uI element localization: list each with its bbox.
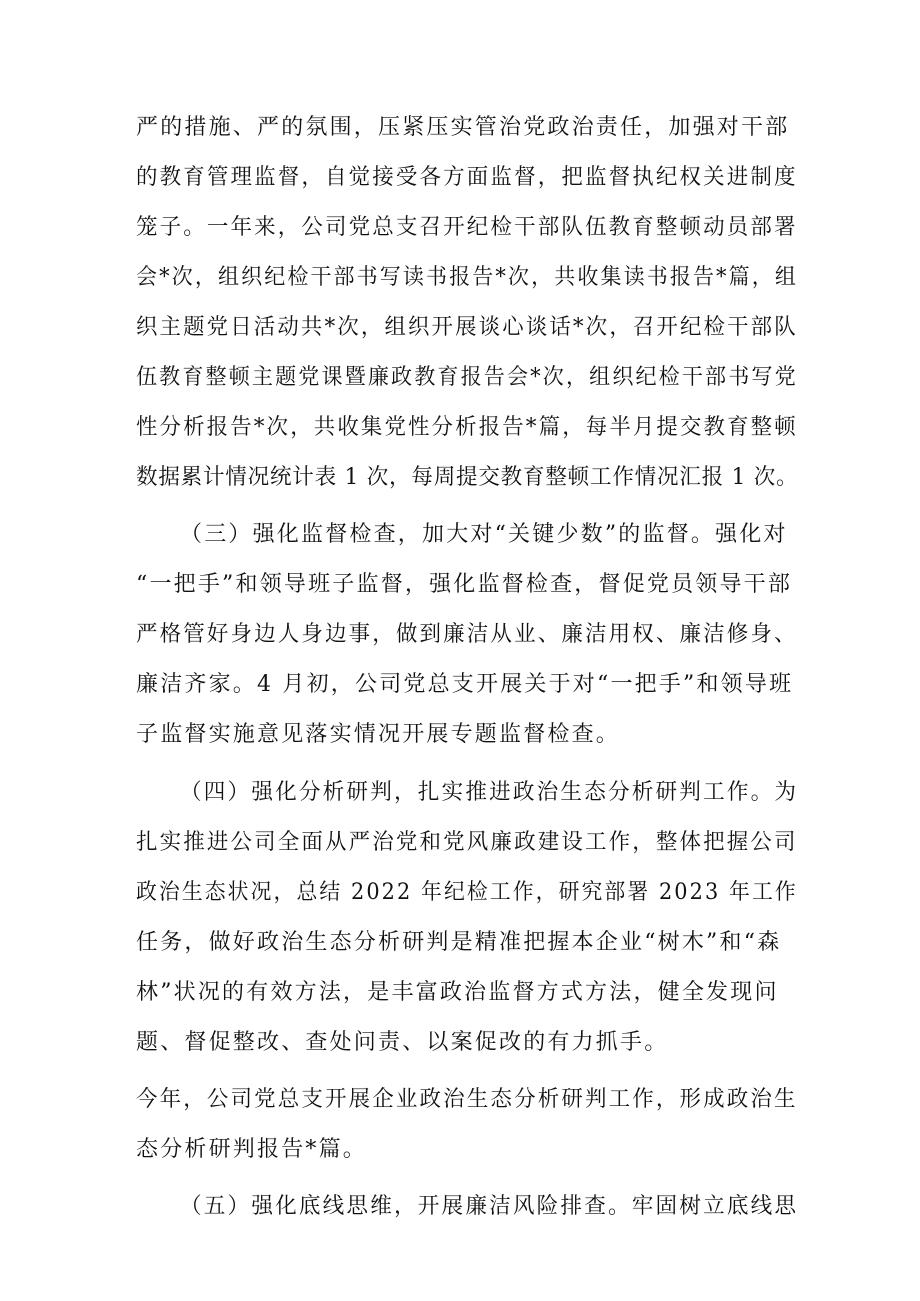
text-line: 数据累计情况统计表 1 次，每周提交教育整顿工作情况汇报 1 次。: [136, 465, 799, 490]
text-line: 伍教育整顿主题党课暨廉政教育报告会*次，组织纪检干部书写党: [136, 365, 798, 390]
text-line: （五）强化底线思维，开展廉洁风险排查。牢固树立底线思: [180, 1194, 799, 1219]
text-line: 今年，公司党总支开展企业政治生态分析研判工作，形成政治生: [136, 1087, 798, 1112]
text-line: 廉洁齐家。4 月初，公司党总支开展关于对“一把手”和领导班: [136, 672, 794, 697]
text-line: 性分析报告*次，共收集党性分析报告*篇，每半月提交教育整顿: [136, 415, 798, 440]
text-line: 笼子。一年来，公司党总支召开纪检干部队伍教育整顿动员部署: [136, 215, 798, 240]
text-line: 林”状况的有效方法，是丰富政治监督方式方法，健全发现问: [136, 980, 779, 1005]
text-line: 政治生态状况，总结 2022 年纪检工作，研究部署 2023 年工作: [136, 880, 798, 905]
text-line: 会*次，组织纪检干部书写读书报告*次，共收集读书报告*篇，组: [136, 265, 799, 290]
text-line: （四）强化分析研判，扎实推进政治生态分析研判工作。为: [180, 780, 799, 805]
text-line: 态分析研判报告*篇。: [136, 1137, 368, 1162]
text-line: “一把手”和领导班子监督，强化监督检查，督促党员领导干部: [136, 572, 793, 597]
text-line: 严的措施、严的氛围，压紧压实管治党政治责任，加强对干部: [136, 115, 790, 140]
text-line: 扎实推进公司全面从严治党和党风廉政建设工作，整体把握公司: [136, 830, 798, 855]
text-line: 任务，做好政治生态分析研判是精准把握本企业“树木”和“森: [136, 930, 782, 955]
text-line: 题、督促整改、查处问责、以案促改的有力抓手。: [136, 1030, 669, 1055]
text-line: （三）强化监督检查，加大对“关键少数”的监督。强化对: [180, 522, 788, 547]
text-line: 严格管好身边人身边事，做到廉洁从业、廉洁用权、廉洁修身、: [136, 622, 798, 647]
text-line: 的教育管理监督，自觉接受各方面监督，把监督执纪权关进制度: [136, 165, 798, 190]
text-line: 织主题党日活动共*次，组织开展谈心谈话*次，召开纪检干部队: [136, 315, 798, 340]
text-line: 子监督实施意见落实情况开展专题监督检查。: [136, 722, 621, 747]
